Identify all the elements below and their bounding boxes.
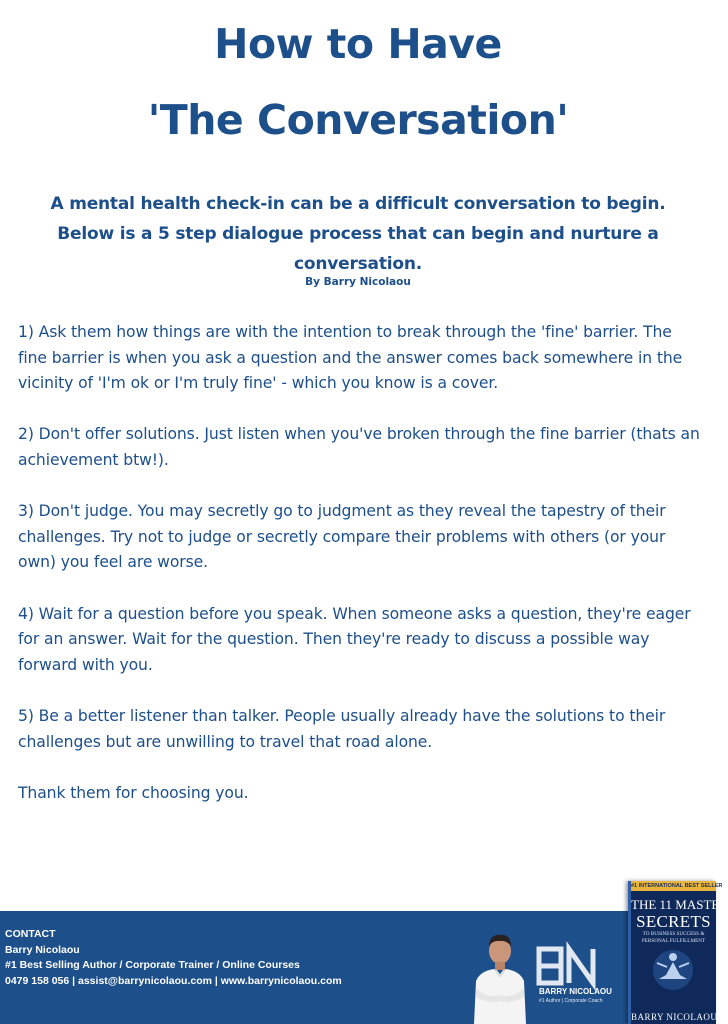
contact-block [5,927,342,989]
step-2: 2) Don't offer solutions. Just listen when you've broken through the fine barrier (thats an achievement btw!). [18,425,700,469]
step-1: 1) Ask them how things are with the intention to break through the 'fine' barrier. The fine barrier is when you ask a question and the answer comes back somewhere in the vicinity of 'I'm ok or I'm truly fine' - which you know is a cover. [18,323,683,393]
author-byline: By Barry Nicolaou [305,276,411,288]
book-author: BARRY NICOLAOU [631,1012,718,1022]
closing-line: Thank them for choosing you. [18,783,249,802]
book-title-line-1: THE 11 MASTER [631,897,728,912]
logo-name: BARRY NICOLAOU [539,987,612,996]
steps-list [18,320,704,832]
step-3: 3) Don't judge. You may secretly go to judgment as they reveal the tapestry of their challenges. Try not to judge or secretly compare their problems with others (or your own) you feel are worse. [18,502,666,572]
intro-paragraph: A mental health check-in can be a difficult conversation to begin. Below is a 5 step dialogue process that can begin and nurture a conversation. [50,194,666,274]
book-cover [628,881,728,1024]
contact-details: 0479 158 056 | assist@barrynicolaou.com | www.barrynicolaou.com [5,974,342,987]
page-title-line-1: How to Have [214,20,502,68]
author-portrait [470,929,530,1024]
book-title-line-2: SECRETS [636,912,711,931]
book-badge: #1 INTERNATIONAL BEST SELLER [631,883,723,889]
contact-roles: #1 Best Selling Author / Corporate Trainer / Online Courses [5,959,300,971]
page-title-line-2: 'The Conversation' [147,96,569,144]
bn-logo [535,947,615,1007]
step-5: 5) Be a better listener than talker. People usually already have the solutions to their challenges but are unwilling to travel that road alone. [18,706,666,751]
contact-name: Barry Nicolaou [5,943,80,956]
step-4: 4) Wait for a question before you speak. When someone asks a question, they're eager for an answer. Wait for the question. Then they're ready to discuss a possible way forward with you. [18,604,691,674]
logo-tagline: #1 Author | Corporate Coach [539,998,603,1004]
contact-heading: CONTACT [5,928,56,940]
book-subtitle: TO BUSINESS SUCCESS & PERSONAL FULFILLMENT [641,931,706,944]
footer-bar [0,911,716,1024]
meditation-figure-icon [631,945,716,995]
